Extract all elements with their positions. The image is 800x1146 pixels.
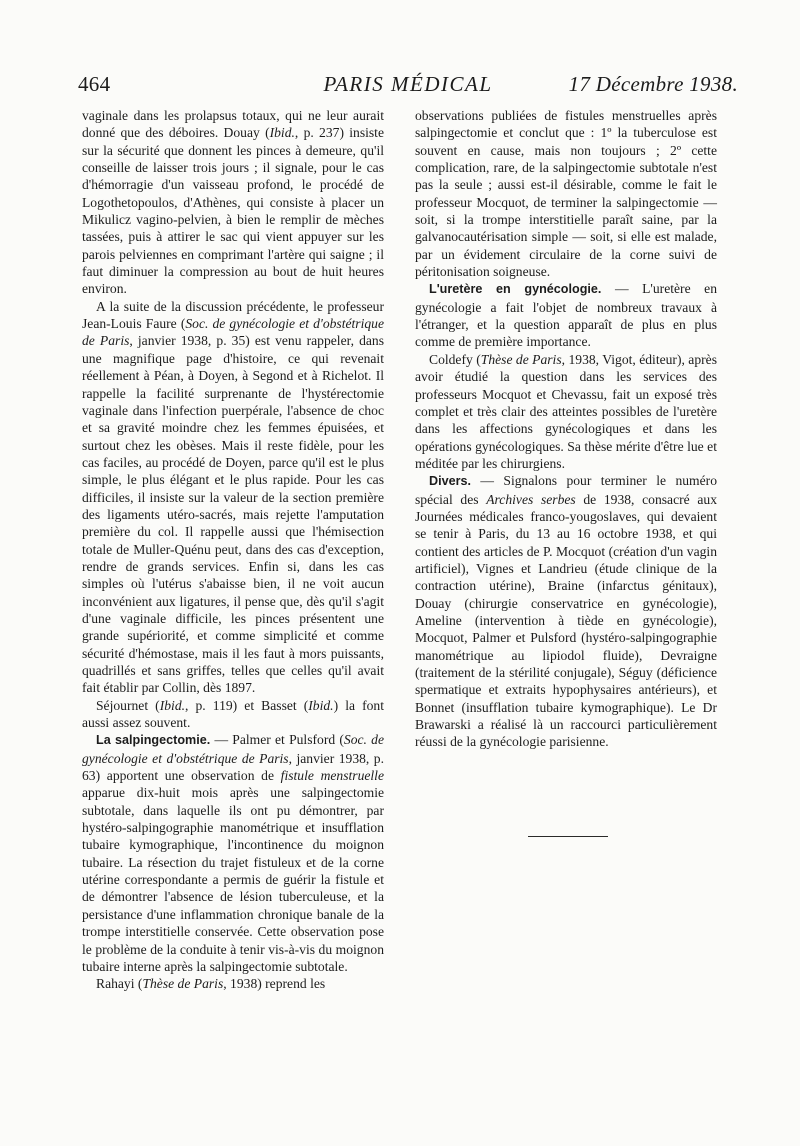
paragraph: A la suite de la discussion précédente, le professeur Jean-Louis Faure (Soc. de gynécologie et d'obstétrique de Paris, janvier 1938, p. 35) est venu rappeler, dans une magnifique page d'histoire, ce qui revenait réellement à Péan, à Doyen, à Segond et à Richelot. Il rappelle la facilité surprenante de l'hystérectomie vaginale dans l'infection puerpérale, l'absence de choc et sa gravité moindre chez les femmes épuisées, et surtout chez les obèses. Mais il reste fidèle, pour les cas faciles, au procédé de Doyen, parce qu'il est le plus simple, le plus élégant et le plus rapide. Pour les cas difficiles, il insiste sur la valeur de la section première des ligaments utéro-sacrés, mais rejette l'amputation première du col. Il rappelle aussi que l'hémisection totale de Muller-Quénu peut, dans des cas d'exception, rendre de grands services. Enfin si, dans les cas simples où l'utérus s'abaisse bien, il ne voit aucun inconvénient aux ligatures, il pense que, dès qu'il s'agit d'une vaginale difficile, les pinces présentent une grande supériorité, et comme simplicité et comme sécurité d'hémostase, mais il les faut à mors puissants, quadrillés et sans griffes, telles que celles qu'il avait fait établir par Collin, dès 1897. xyxy=(82,298,384,696)
section-uretere: L'uretère en gynécologie. — L'uretère en gynécologie a fait l'objet de nombreux travaux à l'étranger, et la question apparaît de plus en plus comme de première importance. xyxy=(415,281,718,350)
section-heading: Divers. xyxy=(429,474,472,489)
journal-title: PARIS MÉDICAL xyxy=(323,72,493,96)
paragraph: Coldefy (Thèse de Paris, 1938, Vigot, éditeur), après avoir étudié la question dans les services des professeurs Mocquot et Chevassu, fait un exposé très complet et très clair des atteintes possibles de l'uretère dans les affections gynécologiques et dans les opérations gynécologiques. Sa thèse mérite d'être lue et méditée par les chirurgiens. xyxy=(415,351,717,471)
section-divers: Divers. — Signalons pour terminer le numéro spécial des Archives serbes de 1938, consacré aux Journées médicales franco-yougoslaves, qui devaient se tenir à Paris, du 13 au 16 octobre 1938, et qui contient des articles de P. Mocquot (création d'un vagin artificiel), Vignes et Landrieu (étude clinique de la contraction utérine), Braine (infarctus génitaux), Douay (chirurgie conservatrice en gynécologie), Ameline (intervention à tiède en gynécologie), Mocquot, Palmer et Pulsford (hystéro-salpingographie manométrique au lipiodol fluide), Devraigne (traitement de la stérilité conjugale), Séguy (déficience spermatique et extraits hypophysaires antérieurs), et Bonnet (insufflation tubaire kymographique). Le Dr Brawarski a réalisé là un raccourci particulièrement réussi de la gynécologie parisienne. xyxy=(415,473,717,750)
page-number: 464 xyxy=(78,72,111,96)
paragraph: Séjournet (Ibid., p. 119) et Basset (Ibid.) la font aussi assez souvent. xyxy=(82,697,384,731)
section-salpingectomie: La salpingectomie. — Palmer et Pulsford (Soc. de gynécologie et d'obstétrique de Paris, janvier 1938, p. 63) apportent une observation de fistule menstruelle apparue dix-huit mois après une salpingectomie subtotale, dans laquelle ils ont pu démontrer, par hystéro-salpingographie manométrique et insufflation tubaire kymographique, l'incontinence du moignon tubaire. La résection du trajet fistuleux et de la corne utérine correspondante a permis de guérir la fistule et de démontrer l'absence de lésion tuberculeuse, et la persistance d'une inflammation chronique banale de la trompe interstitielle conservée. Cette observation pose le problème de la conduite à tenir vis-à-vis du moignon tubaire interne après la salpingectomie subtotale. xyxy=(82,732,385,974)
paragraph: observations publiées de fistules menstruelles après salpingectomie et conclut que : 1º la tuberculose est souvent en cause, mais non toujours ; 2º cette complication, rare, de la salpingectomie subtotale n'est pas la seule ; aussi est-il désirable, comme le fait le professeur Mocquot, de terminer la salpingectomie — soit, si la trompe interstitielle paraît saine, par la galvanocautérisation simple — soit, si elle est malade, par un évidement circulaire de la corne suivi de péritonisation soigneuse. xyxy=(415,108,717,280)
right-column xyxy=(415,107,717,751)
paragraph: vaginale dans les prolapsus totaux, qui ne leur aurait donné que des déboires. Douay (Ibid., p. 237) insiste sur la sécurité que donnent les pinces à demeure, qu'il conseille de laisser trois jours ; il signale, pour le cas d'hémorragie d'un vaisseau profond, le procédé de Logothetopoulos, d'Athènes, qui consiste à placer un Mikulicz vagino-pelvien, à bien le remplir de mèches tassées, puis à attirer le sac qui vient appuyer sur les parois pelviennes en comprimant l'artère qui saigne ; il faut diminuer la compression au bout de huit heures environ. xyxy=(82,108,384,297)
section-heading: L'uretère en gynécologie. xyxy=(429,282,602,297)
running-header xyxy=(78,72,738,102)
section-heading: La salpingectomie. xyxy=(96,733,211,748)
left-column xyxy=(82,107,384,993)
issue-date: 17 Décembre 1938. xyxy=(568,72,738,96)
end-rule xyxy=(528,836,608,837)
paragraph: Rahayi (Thèse de Paris, 1938) reprend les xyxy=(96,976,326,992)
